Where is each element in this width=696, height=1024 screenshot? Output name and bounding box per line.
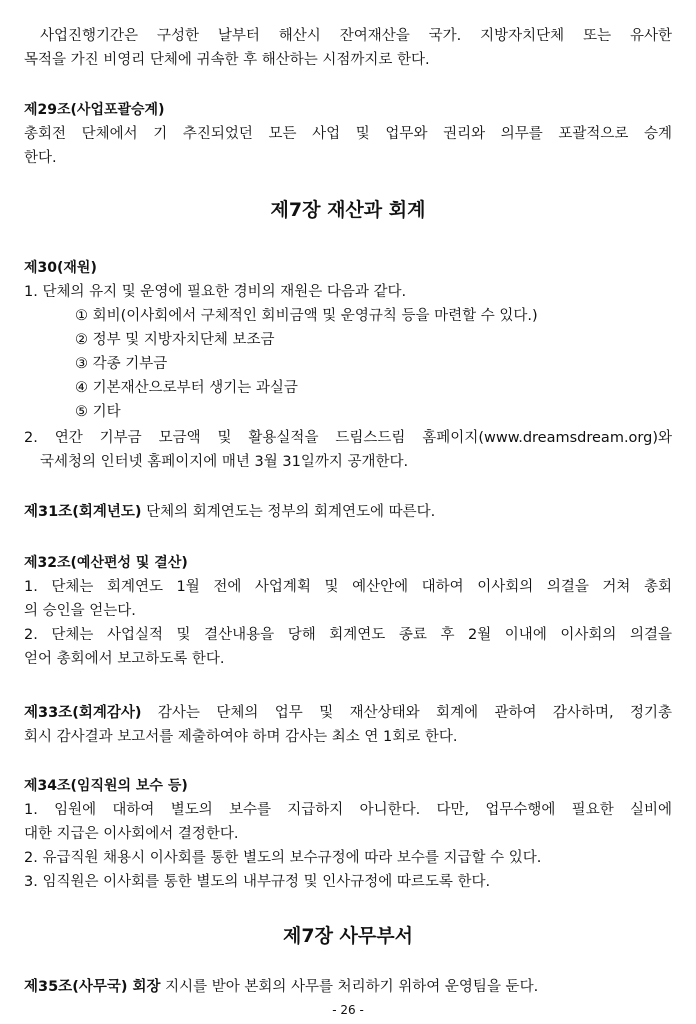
article-31 bbox=[24, 500, 672, 524]
article-29-line-2: 한다. bbox=[24, 150, 57, 166]
chapter-title-property-accounting: 제7장 재산과 회계 bbox=[270, 199, 426, 221]
article-33-line-1: 감사는 단체의 업무 및 재산상태와 회계에 관하여 감사하며, 정기총 bbox=[141, 705, 672, 721]
article-31-heading: 제31조(회계년도) bbox=[24, 504, 142, 520]
article-30-subitem: ② 정부 및 지방자치단체 보조금 bbox=[75, 332, 275, 348]
article-33-heading: 제33조(회계감사) bbox=[24, 705, 142, 721]
article-30-item-2-line-1: 2. 연간 기부금 모금액 및 활용실적을 드림스드림 홈페이지(www.dreamsdream.org)와 bbox=[24, 430, 672, 446]
article-35 bbox=[24, 975, 672, 999]
article-32-item-2-line-2: 얻어 총회에서 보고하도록 한다. bbox=[24, 651, 225, 667]
page-number: - 26 - bbox=[332, 1003, 364, 1017]
article-33-line-2: 회시 감사결과 보고서를 제출하여야 하며 감사는 최소 연 1회로 한다. bbox=[24, 729, 458, 745]
article-30-item-2-line-2: 국세청의 인터넷 홈페이지에 매년 3월 31일까지 공개한다. bbox=[40, 454, 409, 470]
article-30-item-2 bbox=[24, 426, 672, 474]
article-34-item-2: 2. 유급직원 채용시 이사회를 통한 별도의 보수규정에 따라 보수를 지급할 수 있다. bbox=[24, 850, 542, 866]
article-35-text: 지시를 받아 본회의 사무를 처리하기 위하여 운영팀을 둔다. bbox=[160, 979, 539, 995]
article-29-heading: 제29조(사업포괄승계) bbox=[24, 102, 165, 118]
article-33 bbox=[24, 701, 672, 749]
article-32-item-2-line-1: 2. 단체는 사업실적 및 결산내용을 당해 회계연도 종료 후 2월 이내에 이사회의 의결을 bbox=[24, 627, 672, 643]
article-30-heading: 제30(재원) bbox=[24, 260, 97, 276]
chapter-title-office: 제7장 사무부서 bbox=[283, 925, 413, 947]
article-32-item-1-line-2: 의 승인을 얻는다. bbox=[24, 603, 136, 619]
article-30-item-1: 1. 단체의 유지 및 운영에 필요한 경비의 재원은 다음과 같다. bbox=[24, 284, 407, 300]
article-34 bbox=[24, 774, 672, 894]
article-30-subitem: ④ 기본재산으로부터 생기는 과실금 bbox=[75, 380, 298, 396]
article-32-heading: 제32조(예산편성 및 결산) bbox=[24, 555, 188, 571]
article-31-text: 단체의 회계연도는 정부의 회계연도에 따른다. bbox=[141, 504, 436, 520]
article-30-subitem: ③ 각종 기부금 bbox=[75, 356, 168, 372]
article-34-item-1-line-2: 대한 지급은 이사회에서 결정한다. bbox=[24, 826, 239, 842]
article-30-subitem: ⑤ 기타 bbox=[75, 404, 121, 420]
article-34-heading: 제34조(임직원의 보수 등) bbox=[24, 778, 188, 794]
article-30-subitem: ① 회비(이사회에서 구체적인 회비금액 및 운영규칙 등을 마련할 수 있다.) bbox=[75, 308, 538, 324]
intro-paragraph bbox=[24, 24, 672, 72]
article-34-item-1-line-1: 1. 임원에 대하여 별도의 보수를 지급하지 아니한다. 다만, 업무수행에 필요한 실비에 bbox=[24, 802, 672, 818]
intro-line-1: 사업진행기간은 구성한 날부터 해산시 잔여재산을 국가. 지방자치단체 또는 유사한 bbox=[40, 28, 672, 44]
article-32 bbox=[24, 551, 672, 671]
article-30 bbox=[24, 256, 672, 304]
intro-line-2: 목적을 가진 비영리 단체에 귀속한 후 해산하는 시점까지로 한다. bbox=[24, 52, 430, 68]
article-34-item-3: 3. 임직원은 이사회를 통한 별도의 내부규정 및 인사규정에 따르도록 한다. bbox=[24, 874, 491, 890]
article-35-heading: 제35조(사무국) 회장 bbox=[24, 979, 161, 995]
article-29 bbox=[24, 98, 672, 170]
article-32-item-1-line-1: 1. 단체는 회계연도 1월 전에 사업계획 및 예산안에 대하여 이사회의 의결을 거쳐 총회 bbox=[24, 579, 672, 595]
article-29-line-1: 총회전 단체에서 기 추진되었던 모든 사업 및 업무와 권리와 의무를 포괄적으로 승계 bbox=[24, 126, 672, 142]
